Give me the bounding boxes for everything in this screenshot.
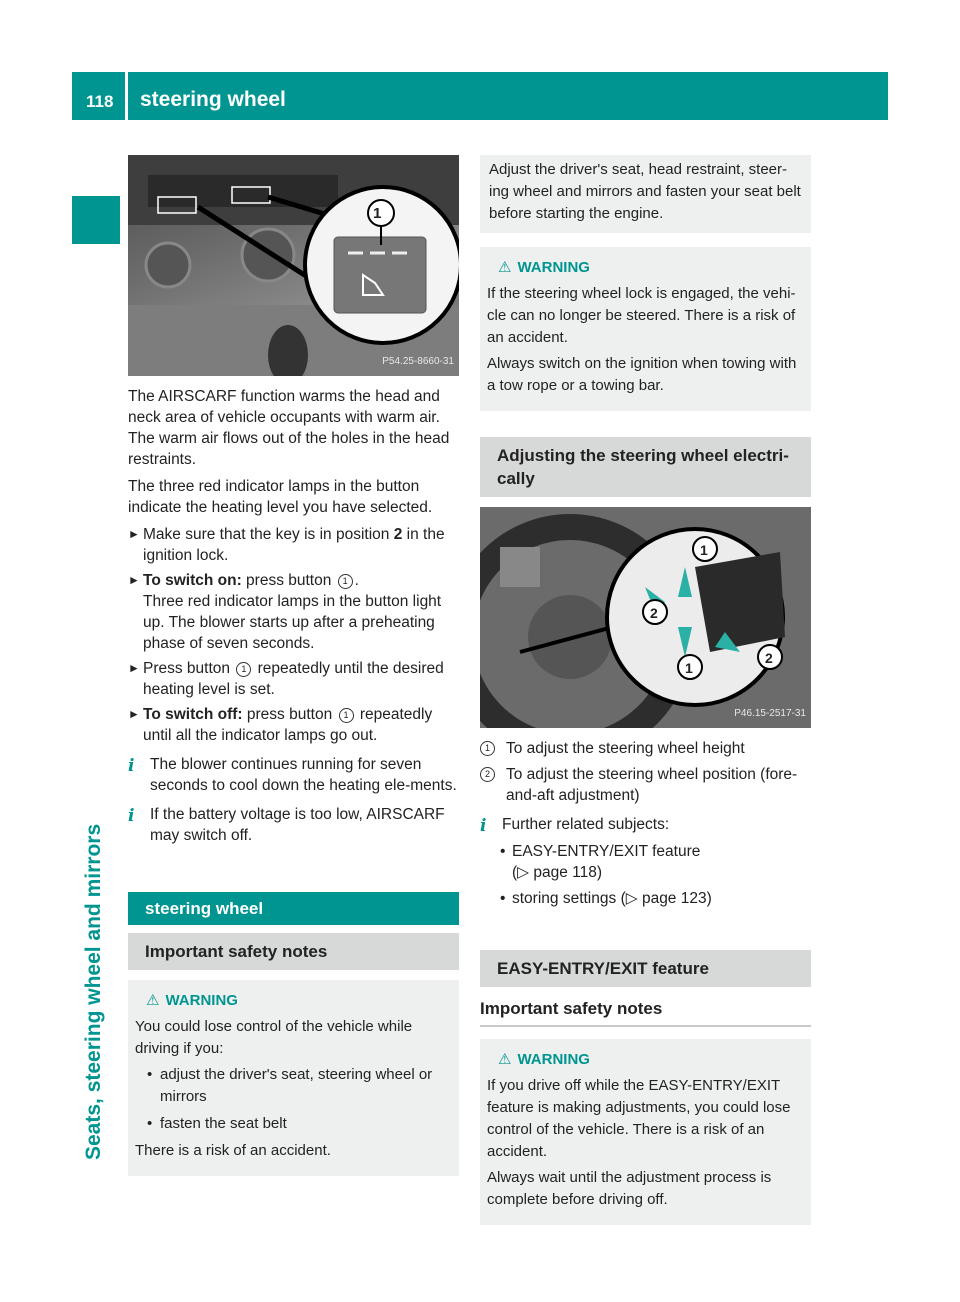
warning-box-steering-lock xyxy=(480,247,811,411)
warning-heading: WARNING xyxy=(517,259,590,276)
info-icon: i xyxy=(128,806,135,826)
warning-text: If the steering wheel lock is engaged, the vehi-cle can no longer be steered. There is a risk of an accident. xyxy=(487,285,796,346)
photo-callout-1-top: 1 xyxy=(700,542,708,558)
warning-heading: WARNING xyxy=(165,992,238,1009)
step-arrow-icon: ► xyxy=(128,573,140,587)
warning-intro: You could lose control of the vehicle while driving if you: xyxy=(135,1018,413,1057)
photo-callout-1: 1 xyxy=(373,205,382,222)
warning-bullet: • fasten the seat belt xyxy=(147,1115,287,1132)
info-note-blower: i The blower continues running for seven seconds to cool down the heating ele-ments. xyxy=(128,756,457,794)
steering-column-lever-photo xyxy=(480,507,811,728)
warning-triangle-icon: ⚠ xyxy=(146,992,160,1009)
callout-number: 1 xyxy=(236,662,251,677)
step-press-button: ► Press button 1 repeatedly until the desired heating level is set. xyxy=(128,660,444,698)
section-title-adjust-electrically: Adjusting the steering wheel electri-cally xyxy=(480,437,811,497)
related-subject-item[interactable]: • storing settings (▷ page 123) xyxy=(500,890,712,907)
subsection-title-safety: Important safety notes xyxy=(128,933,459,970)
section-title-easy-entry: EASY-ENTRY/EXIT feature xyxy=(480,950,811,987)
info-icon: i xyxy=(480,816,487,836)
right-column xyxy=(480,155,811,1225)
left-column xyxy=(128,155,459,1176)
step-arrow-icon: ► xyxy=(128,707,140,721)
info-related-subjects: i Further related subjects: xyxy=(480,816,670,836)
step-switch-on: ► To switch on: press button 1 . Three red indicator lamps in the button light up. The blower starts up after a preheating phase of seven seconds. xyxy=(128,572,442,652)
warning-heading: WARNING xyxy=(517,1051,590,1068)
photo-code: P54.25-8660-31 xyxy=(382,356,454,367)
subsection-title-safety: Important safety notes xyxy=(480,998,811,1027)
step-switch-off: ► To switch off: press button 1 repeatedly until all the indicator lamps go out. xyxy=(128,706,433,744)
chapter-marker xyxy=(72,196,120,244)
info-icon: i xyxy=(128,756,135,776)
info-note-battery: i If the battery voltage is too low, AIRSCARF may switch off. xyxy=(128,806,445,844)
airscarf-button-photo xyxy=(128,155,459,376)
photo-callout-2-left: 2 xyxy=(650,605,658,621)
callout-number: 1 xyxy=(338,574,353,589)
photo-code: P46.15-2517-31 xyxy=(734,708,806,719)
header-divider xyxy=(125,72,128,120)
warning-box-lose-control xyxy=(128,980,459,1176)
chapter-side-label: Seats, steering wheel and mirrors xyxy=(82,823,105,1160)
warning-bullet: • adjust the driver's seat, steering wheel or mirrors xyxy=(147,1066,433,1105)
related-subject-item[interactable]: • EASY-ENTRY/EXIT feature (▷ page 118) xyxy=(500,843,701,881)
page-number: 118 xyxy=(86,92,114,111)
warning-text: If you drive off while the EASY-ENTRY/EXIT feature is making adjustments, you could lose control of the vehicle. There is a risk of an accident. xyxy=(487,1077,791,1160)
section-title-steering-wheel: steering wheel xyxy=(128,892,459,925)
airscarf-intro-1: The AIRSCARF function warms the head and neck area of vehicle occupants with warm air. The warm air flows out of the holes in the head restraints. xyxy=(128,388,450,468)
callout-number: 1 xyxy=(339,708,354,723)
step-key-position: ► Make sure that the key is in position 2 in the ignition lock. xyxy=(128,526,445,564)
warning-text: Always wait until the adjustment process is complete before driving off. xyxy=(487,1169,772,1208)
step-arrow-icon: ► xyxy=(128,527,140,541)
photo-callout-1-bottom: 1 xyxy=(685,660,693,676)
legend-item: 1 To adjust the steering wheel height xyxy=(480,738,811,759)
legend-item: 2 To adjust the steering wheel position (fore-and-aft adjustment) xyxy=(480,764,811,806)
airscarf-intro-2: The three red indicator lamps in the button indicate the heating level you have selected. xyxy=(128,478,433,516)
callout-number: 2 xyxy=(480,767,495,782)
warning-text: Always switch on the ignition when towing with a tow rope or a towing bar. xyxy=(487,355,797,394)
photo-callout-2-right: 2 xyxy=(765,650,773,666)
header-title: steering wheel xyxy=(140,88,286,111)
warning-box-easy-entry xyxy=(480,1039,811,1225)
callout-number: 1 xyxy=(480,741,495,756)
warning-triangle-icon: ⚠ xyxy=(498,259,512,276)
warning-outro: There is a risk of an accident. xyxy=(135,1142,331,1159)
page-header xyxy=(72,72,888,120)
step-arrow-icon: ► xyxy=(128,661,140,675)
warning-triangle-icon: ⚠ xyxy=(498,1051,512,1068)
pre-drive-note: Adjust the driver's seat, head restraint, steer-ing wheel and mirrors and fasten your seat belt before starting the engine. xyxy=(480,155,811,233)
